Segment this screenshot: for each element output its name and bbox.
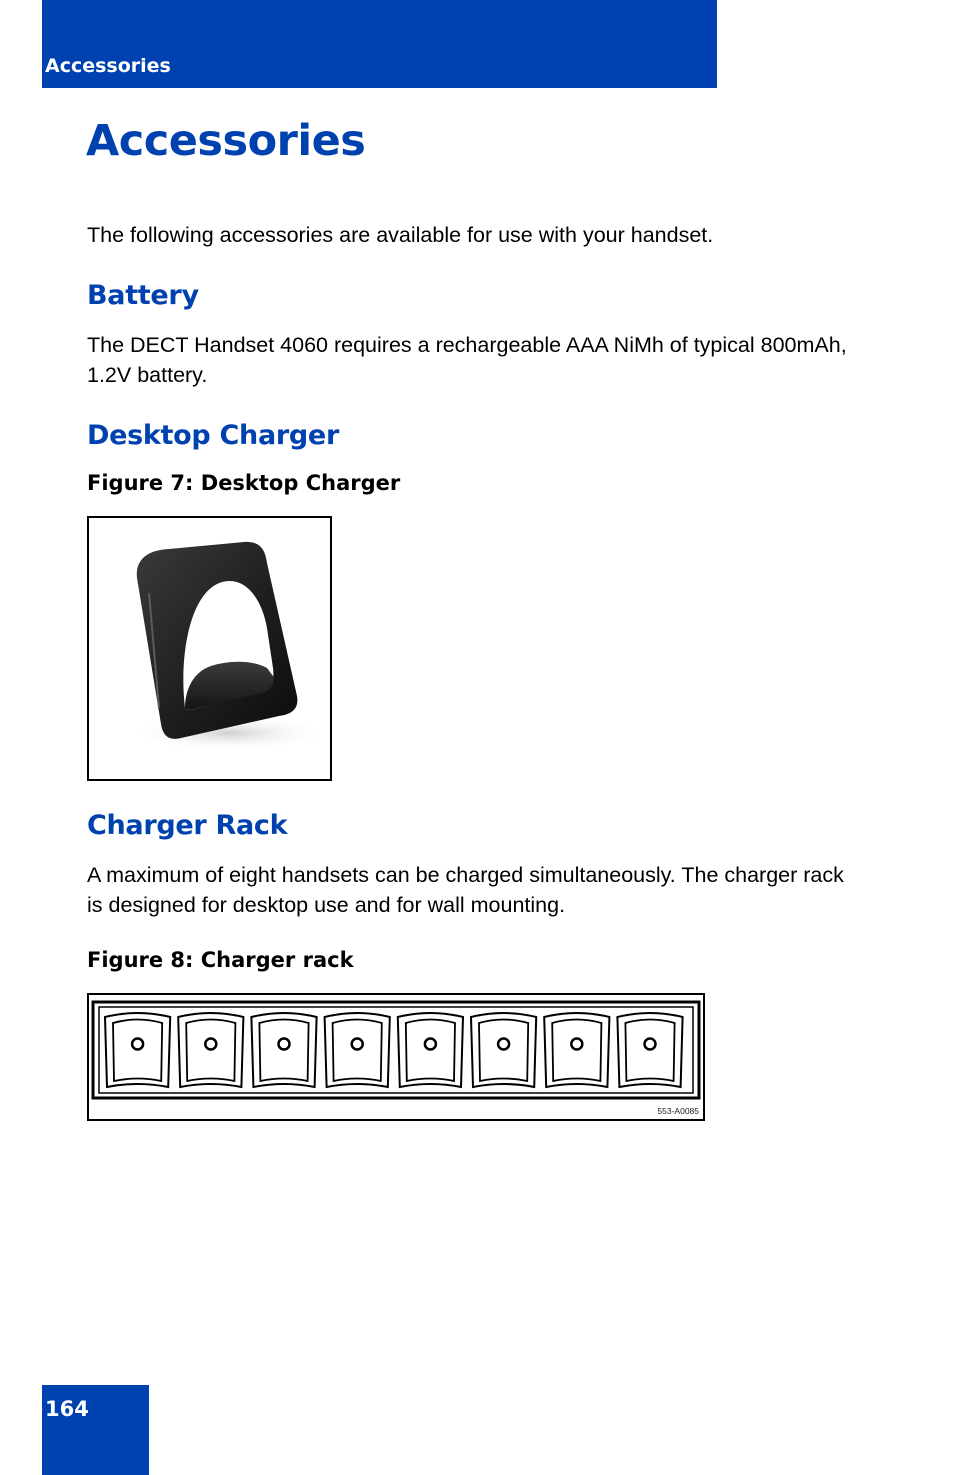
page-title: Accessories [86,116,366,166]
charger-slot [471,1013,536,1087]
charger-slot [617,1013,682,1087]
charger-rack-paragraph: A maximum of eight handsets can be charged simultaneously. The charger rack is designed for desktop use and for wall mounting. [87,863,844,917]
desktop-charger-figure [87,516,332,781]
charger-rack-heading: Charger Rack [87,810,288,841]
charger-slot [178,1013,243,1087]
header-section-label: Accessories [45,55,171,77]
charger-slot [105,1013,170,1087]
charger-slot [544,1013,609,1087]
charger-rack-figure [87,993,705,1121]
page-number: 164 [45,1397,89,1421]
charger-slot [325,1013,390,1087]
desktop-charger-image [89,518,330,779]
figure-7-caption: Figure 7: Desktop Charger [87,471,401,495]
battery-heading: Battery [87,280,199,311]
figure-8-id: 553-A0085 [657,1106,699,1116]
intro-paragraph: The following accessories are available for use with your handset. [87,223,714,247]
figure-8-caption: Figure 8: Charger rack [87,948,354,972]
battery-paragraph: The DECT Handset 4060 requires a rechargeable AAA NiMh of typical 800mAh, 1.2V battery. [87,333,847,387]
charger-rack-image [89,995,703,1119]
charger-slot [398,1013,463,1087]
desktop-charger-heading: Desktop Charger [87,420,339,451]
charger-slot [251,1013,316,1087]
